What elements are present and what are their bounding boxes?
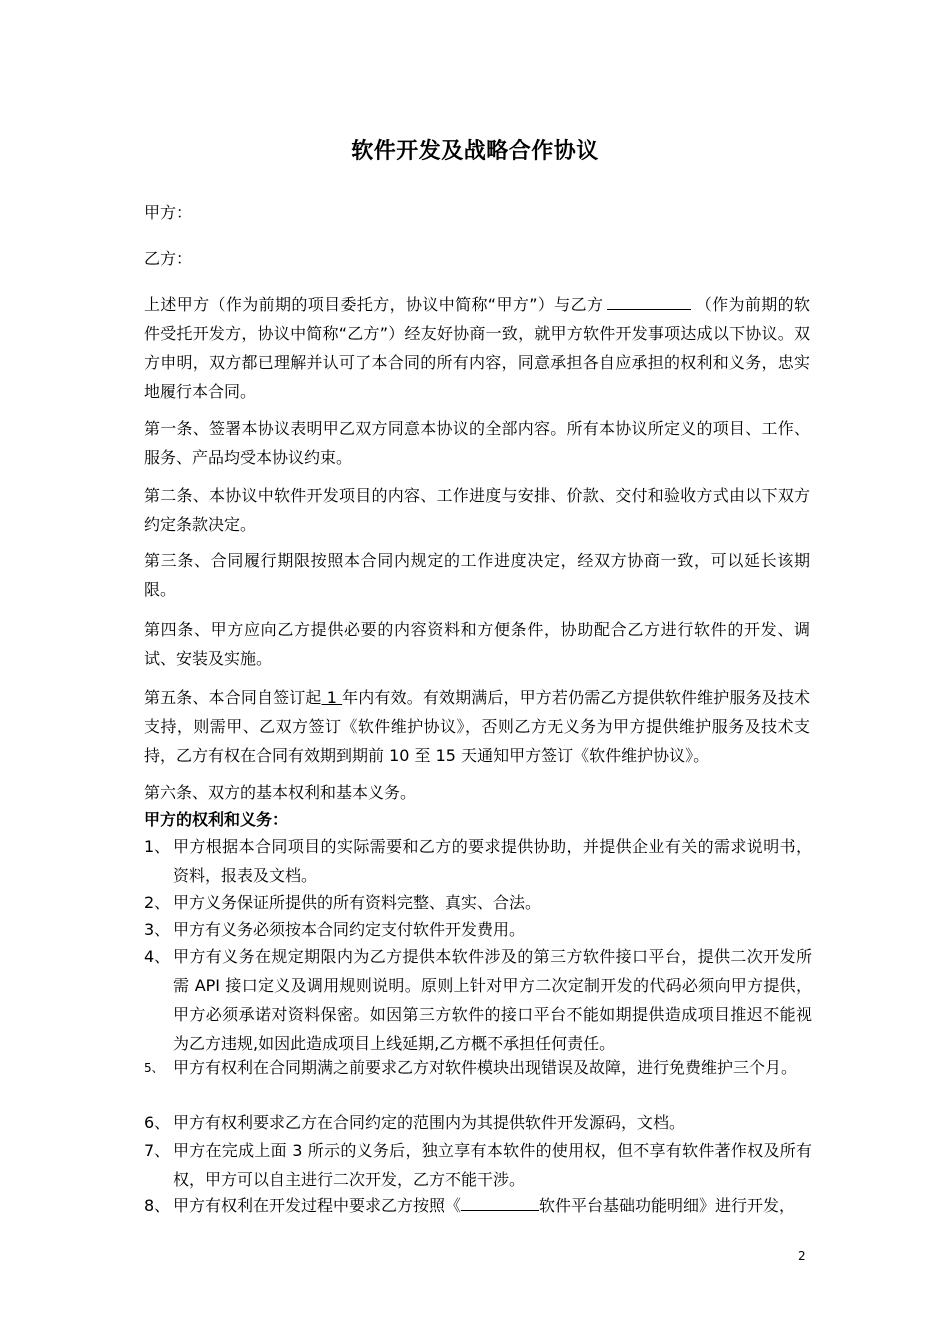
article-5-part2: 年内有效。有效期满后，甲方若仍需乙方提供软件维护服务及技术支持，则需甲、乙双方签订《软件维护协议》，否则乙方无义务为甲方提供维护服务及技术支持，乙方有权在合同有效期到期前 10 至 15 天通知甲方签订《软件维护协议》。 [144, 688, 810, 765]
article-1: 第一条、签署本协议表明甲乙双方同意本协议的全部内容。所有本协议所定义的项目、工作、服务、产品均受本协议约束。 [144, 419, 810, 467]
article-5 [144, 683, 810, 770]
party-b-label: 乙方： [144, 249, 193, 268]
intro-part2: （作为前期的软件受托开发方，协议中简称“乙方”）经友好协商一致，就甲方软件开发事项达成以下协议。双方申明，双方都已理解并认可了本合同的所有内容，同意承担各自应承担的权利和义务，忠实地履行本合同。 [144, 295, 810, 401]
list-item [144, 832, 812, 890]
list-item [144, 1136, 812, 1194]
list-item-text: 甲方根据本合同项目的实际需要和乙方的要求提供协助，并提供企业有关的需求说明书，资料，报表及文档。 [173, 837, 812, 885]
article-3: 第三条、合同履行期限按照本合同内规定的工作进度决定，经双方协商一致，可以延长该期限。 [144, 551, 810, 599]
party-b-name-blank [607, 291, 691, 310]
list-item [144, 1053, 812, 1082]
list-item-number: 1、 [144, 837, 171, 856]
list-item-number: 7、 [144, 1141, 171, 1160]
list-item-text: 甲方有义务在规定期限内为乙方提供本软件涉及的第三方软件接口平台，提供二次开发所需 API 接口定义及调用规则说明。原则上针对甲方二次定制开发的代码必须向甲方提供，甲方必须承诺对资料保密。如因第三方软件的接口平台不能如期提供造成项目推迟不能视为乙方违规,如因此造成项目上线延期,乙方概不承担任何责任。 [173, 947, 812, 1053]
list-item [144, 942, 812, 1058]
article-6: 第六条、双方的基本权利和基本义务。 [144, 783, 417, 802]
intro-paragraph [144, 290, 810, 406]
item-8-part2: 软件平台基础功能明细》进行开发， [539, 1196, 796, 1215]
party-a-label: 甲方： [144, 203, 193, 222]
article-2: 第二条、本协议中软件开发项目的内容、工作进度与安排、价款、交付和验收方式由以下双方约定条款决定。 [144, 486, 810, 534]
list-item-text: 甲方在完成上面 3 所示的义务后，独立享有本软件的使用权，但不享有软件著作权及所有权，甲方可以自主进行二次开发，乙方不能干涉。 [173, 1141, 812, 1189]
list-item-number: 4、 [144, 947, 171, 966]
list-item-number: 3、 [144, 920, 171, 939]
document-title: 软件开发及战略合作协议 [351, 139, 599, 164]
list-item-number: 2、 [144, 893, 171, 912]
article-4: 第四条、甲方应向乙方提供必要的内容资料和方便条件，协助配合乙方进行软件的开发、调试、安装及实施。 [144, 620, 810, 668]
platform-name-blank [461, 1192, 539, 1211]
list-item-text: 甲方有权利在合同期满之前要求乙方对软件模块出现错误及故障，进行免费维护三个月。 [173, 1058, 798, 1077]
article-5-years: 1 [321, 688, 343, 707]
list-item-text: 甲方义务保证所提供的所有资料完整、真实、合法。 [173, 893, 542, 912]
list-item-text [173, 1191, 812, 1220]
list-item-number: 6、 [144, 1113, 171, 1132]
list-item [144, 1108, 812, 1137]
list-item-text: 甲方有权利要求乙方在合同约定的范围内为其提供软件开发源码，文档。 [173, 1113, 686, 1132]
article-5-part1: 第五条、本合同自签订起 [144, 688, 322, 707]
list-item-text: 甲方有义务必须按本合同约定支付软件开发费用。 [173, 920, 526, 939]
list-item [144, 1191, 812, 1220]
party-a-rights-heading: 甲方的权利和义务： [144, 810, 289, 829]
list-item [144, 888, 812, 917]
list-item [144, 915, 812, 944]
list-item-number: 5、 [144, 1061, 164, 1075]
list-item-number: 8、 [144, 1196, 171, 1215]
item-8-part1: 甲方有权利在开发过程中要求乙方按照《 [173, 1196, 462, 1215]
page-number: 2 [798, 1249, 806, 1263]
intro-part1: 上述甲方（作为前期的项目委托方，协议中简称“甲方”）与乙方 [144, 295, 604, 314]
